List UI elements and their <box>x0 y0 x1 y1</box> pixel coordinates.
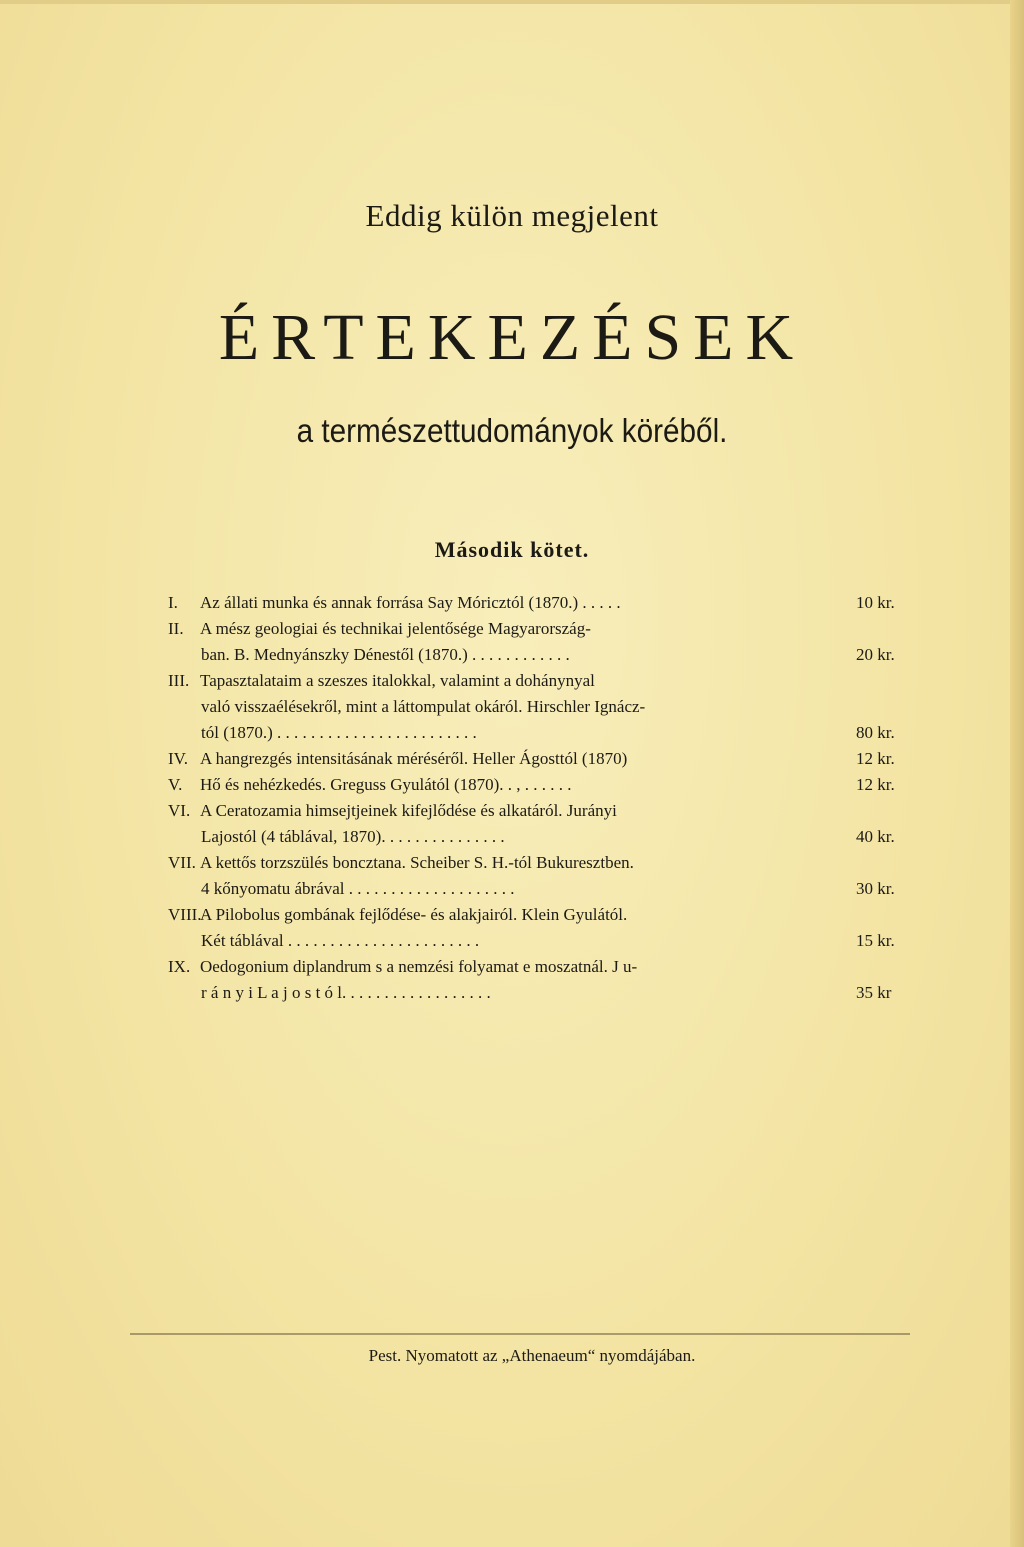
toc-entry <box>168 590 918 616</box>
toc-entry-price: 12 kr. <box>856 775 895 794</box>
toc-entry-price: 40 kr. <box>856 827 895 846</box>
toc-entry-title: A kettős torzszülés boncztana. Scheiber S. H.-tól Bukuresztben. <box>200 853 634 872</box>
table-of-contents <box>168 590 918 1006</box>
toc-entry-title: A hangrezgés intensitásának méréséről. Heller Ágosttól (1870) <box>200 749 628 768</box>
toc-entry <box>168 902 918 954</box>
toc-entry <box>168 616 918 668</box>
toc-entry <box>168 798 918 850</box>
toc-entry <box>168 954 918 1006</box>
toc-entry <box>168 668 918 746</box>
toc-entry-title-continued: Lajostól (4 táblával, 1870). . . . . . . . . . . . . . . <box>201 827 505 846</box>
volume-heading: Második kötet. <box>434 537 590 562</box>
toc-entry-title: Oedogonium diplandrum s a nemzési folyamat e moszatnál. J u- <box>200 957 638 976</box>
subtitle: a természettudományok köréből. <box>296 412 728 449</box>
toc-entry-price: 10 kr. <box>856 593 895 612</box>
toc-entry-title-continued: ban. B. Mednyánszky Dénestől (1870.) . . . . . . . . . . . . <box>201 645 570 664</box>
divider-rule <box>130 1333 910 1335</box>
pre-title: Eddig külön megjelent <box>365 198 659 233</box>
toc-entry-title: Az állati munka és annak forrása Say Móricztól (1870.) . . . . . <box>200 593 621 612</box>
toc-entry-number: VI. <box>168 801 191 820</box>
main-title: ÉRTEKEZÉSEK <box>218 301 806 374</box>
toc-entry-number: VII. <box>168 853 196 872</box>
toc-entry-number: V. <box>168 775 183 794</box>
toc-entry-number: IX. <box>168 957 191 976</box>
toc-entry-price: 35 kr <box>856 983 892 1002</box>
toc-entry-title: A mész geologiai és technikai jelentősége Magyarország- <box>200 619 591 638</box>
toc-entry-price: 30 kr. <box>856 879 895 898</box>
toc-entry <box>168 772 918 798</box>
toc-entry-number: II. <box>168 619 184 638</box>
toc-entry-title-continued: r á n y i L a j o s t ó l. . . . . . . . . . . . . . . . . . <box>201 983 491 1002</box>
toc-entry-price: 15 kr. <box>856 931 895 950</box>
toc-entry <box>168 746 918 772</box>
toc-entry-number: VIII. <box>168 905 202 924</box>
toc-entry-title: A Pilobolus gombának fejlődése- és alakjairól. Klein Gyulától. <box>200 905 628 924</box>
toc-entry-title: Tapasztalataim a szeszes italokkal, valamint a dohánynyal <box>200 671 595 690</box>
printer-imprint: Pest. Nyomatott az „Athenaeum“ nyomdájában. <box>368 1346 696 1365</box>
toc-entry-title-continued: való visszaélésekről, mint a láttompulat okáról. Hirschler Ignácz- <box>201 697 646 716</box>
toc-entry-title: A Ceratozamia himsejtjeinek kifejlődése és alkatáról. Jurányi <box>200 801 617 820</box>
toc-entry-number: III. <box>168 671 190 690</box>
toc-entry-number: IV. <box>168 749 188 768</box>
toc-entry-number: I. <box>168 593 178 612</box>
toc-entry-title-continued: 4 kőnyomatu ábrával . . . . . . . . . . . . . . . . . . . . <box>201 879 515 898</box>
toc-entry <box>168 850 918 902</box>
toc-entry-price: 20 kr. <box>856 645 895 664</box>
toc-entry-price: 12 kr. <box>856 749 895 768</box>
toc-entry-title: Hő és nehézkedés. Greguss Gyulától (1870). . , . . . . . . <box>200 775 572 794</box>
top-edge <box>0 0 1024 4</box>
toc-entry-title-continued: tól (1870.) . . . . . . . . . . . . . . . . . . . . . . . . <box>201 723 477 742</box>
toc-entry-title-continued: Két táblával . . . . . . . . . . . . . . . . . . . . . . . <box>201 931 480 950</box>
toc-entry-price: 80 kr. <box>856 723 895 742</box>
